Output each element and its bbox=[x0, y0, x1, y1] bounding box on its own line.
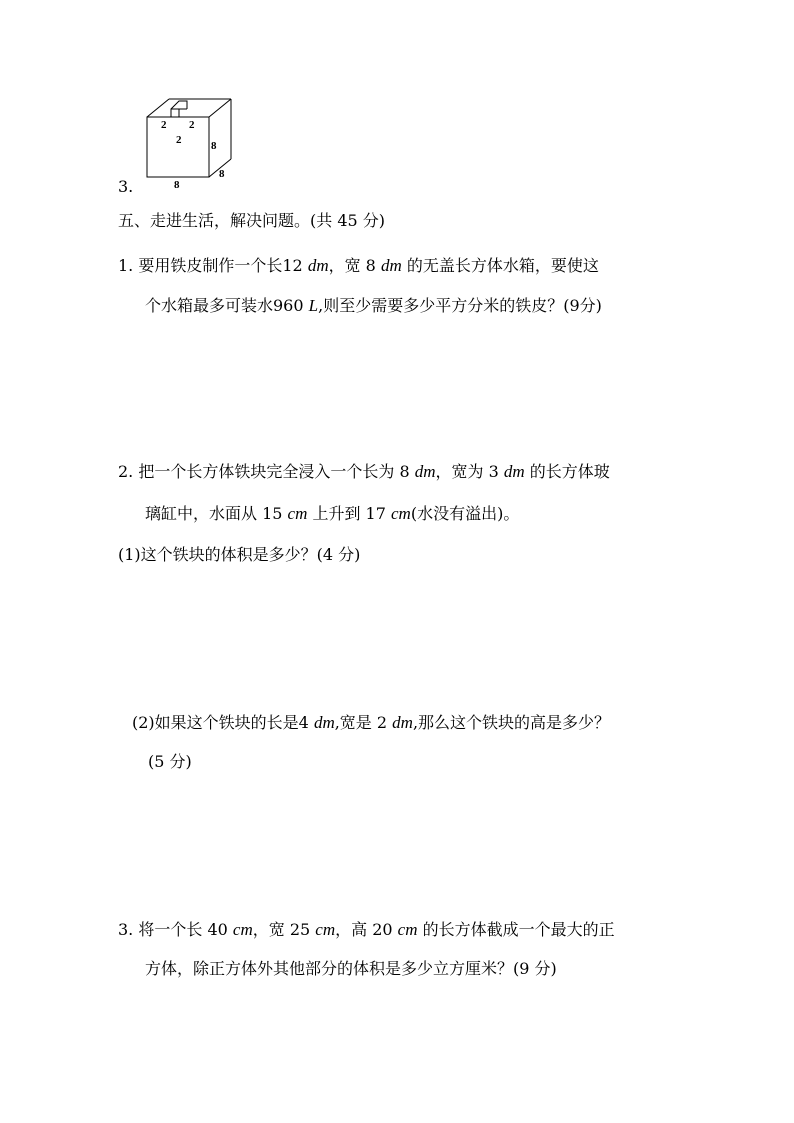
q3-number: 3. bbox=[118, 920, 134, 939]
cube-figure bbox=[135, 95, 240, 190]
notch-bottom-label: 2 bbox=[176, 134, 182, 146]
notch-left-label: 2 bbox=[161, 119, 167, 131]
q2-line-2: 璃缸中，水面从 15 cm 上升到 17 cm(水没有溢出)。 bbox=[145, 504, 520, 523]
bottom-width-label: 8 bbox=[174, 179, 180, 190]
notch-right-label: 2 bbox=[189, 119, 195, 131]
q2-number: 2. bbox=[118, 462, 134, 481]
figure-number: 3. bbox=[118, 177, 134, 196]
q2-sub-1: (1)这个铁块的体积是多少？(4 分) bbox=[118, 545, 361, 564]
section-title: 五、走进生活，解决问题。(共 45 分) bbox=[118, 211, 386, 230]
q2-sub-2-line-2: (5 分) bbox=[148, 752, 192, 771]
side-height-label: 8 bbox=[211, 140, 217, 152]
q1-line-1: 1. 要用铁皮制作一个长12 dm，宽 8 dm 的无盖长方体水箱，要使这 bbox=[118, 256, 599, 275]
q1-number: 1. bbox=[118, 256, 134, 275]
q2-sub-2-line-1: (2)如果这个铁块的长是4 dm,宽是 2 dm,那么这个铁块的高是多少？ bbox=[132, 713, 611, 732]
q2-line-1: 2. 把一个长方体铁块完全浸入一个长为 8 dm，宽为 3 dm 的长方体玻 bbox=[118, 462, 610, 481]
q1-line-2: 个水箱最多可装水960 L,则至少需要多少平方分米的铁皮？(9分) bbox=[145, 296, 602, 315]
depth-label: 8 bbox=[219, 168, 225, 180]
q3-line-1: 3. 将一个长 40 cm，宽 25 cm，高 20 cm 的长方体截成一个最大的正 bbox=[118, 920, 615, 939]
q3-line-2: 方体，除正方体外其他部分的体积是多少立方厘米？(9 分) bbox=[145, 959, 557, 978]
